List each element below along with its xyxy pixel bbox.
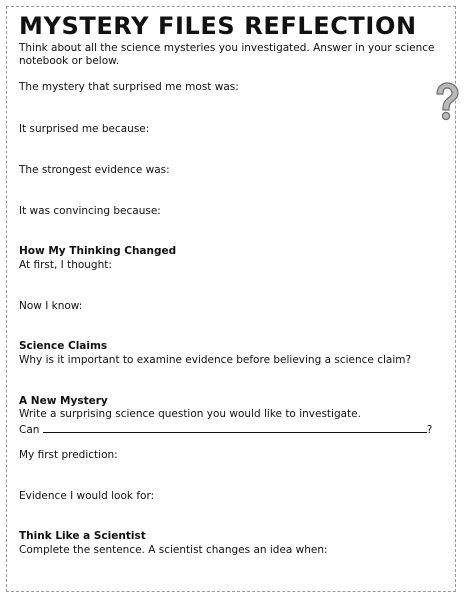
prompt-convincing-because: It was convincing because: — [19, 205, 161, 217]
can-question-line — [19, 422, 432, 437]
can-suffix: ? — [426, 424, 433, 436]
prompt-surprised-most: The mystery that surprised me most was: — [19, 81, 239, 93]
can-question-blank[interactable] — [43, 422, 427, 433]
question-mark-icon — [431, 82, 461, 122]
heading-science-claims: Science Claims — [19, 340, 108, 352]
heading-new-mystery: A New Mystery — [19, 395, 108, 407]
prompt-surprised-because: It surprised me because: — [19, 123, 150, 135]
prompt-evidence-look-for: Evidence I would look for: — [19, 490, 155, 502]
heading-thinking-changed: How My Thinking Changed — [19, 245, 177, 257]
heading-think-scientist: Think Like a Scientist — [19, 530, 146, 542]
prompt-first-prediction: My first prediction: — [19, 449, 118, 461]
prompt-science-claims: Why is it important to examine evidence before believing a science claim? — [19, 354, 412, 366]
prompt-strongest-evidence: The strongest evidence was: — [19, 164, 170, 176]
intro-text: Think about all the science mysteries you investigated. Answer in your science notebook or below. — [19, 42, 435, 67]
can-prefix: Can — [19, 424, 40, 436]
prompt-now-i-know: Now I know: — [19, 300, 83, 312]
prompt-new-mystery: Write a surprising science question you would like to investigate. — [19, 408, 361, 420]
page-title: MYSTERY FILES REFLECTION — [19, 12, 417, 40]
prompt-think-scientist: Complete the sentence. A scientist changes an idea when: — [19, 544, 328, 556]
prompt-at-first: At first, I thought: — [19, 259, 112, 271]
